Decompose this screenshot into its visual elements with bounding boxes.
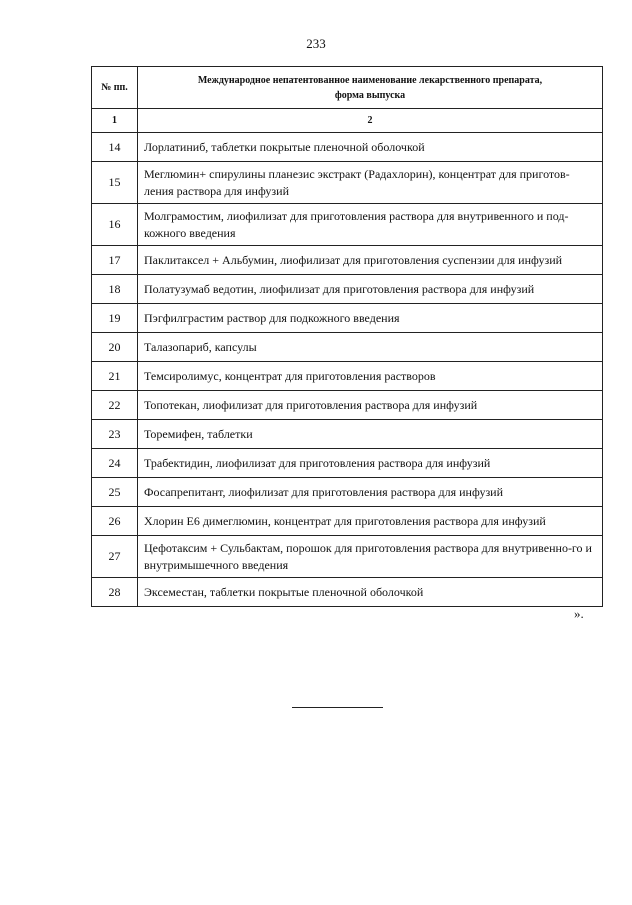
header-name-line1: Международное непатентованное наименование лекарственного препарата, [197,74,543,86]
column-index-1: 1 [92,109,138,133]
row-drug-name: Фосапрепитант, лиофилизат для приготовления раствора для инфузий [138,478,603,507]
table-header-row [92,67,603,109]
row-drug-name: Талазопариб, капсулы [138,333,603,362]
row-number: 25 [92,478,138,507]
row-number: 16 [92,204,138,246]
row-drug-name: Полатузумаб ведотин, лиофилизат для приготовления раствора для инфузий [138,275,603,304]
row-drug-name: Меглюмин+ спирулины планезис экстракт (Радахлорин), концентрат для приготов-ления раствора для инфузий [138,162,603,204]
row-drug-name: Трабектидин, лиофилизат для приготовления раствора для инфузий [138,449,603,478]
closing-quote: ». [574,606,584,621]
page-number: 233 [306,36,326,51]
table-row [92,304,603,333]
row-number: 23 [92,420,138,449]
table-row [92,507,603,536]
header-name [138,67,603,109]
row-number: 27 [92,536,138,578]
table-row [92,362,603,391]
table-row [92,333,603,362]
row-drug-name: Топотекан, лиофилизат для приготовления раствора для инфузий [138,391,603,420]
footer-divider-line [292,707,383,708]
table-row [92,133,603,162]
row-drug-name: Молграмостим, лиофилизат для приготовления раствора для внутривенного и под-кожного введения [138,204,603,246]
row-drug-name: Лорлатиниб, таблетки покрытые пленочной оболочкой [138,133,603,162]
column-index-row [92,109,603,133]
row-drug-name: Цефотаксим + Сульбактам, порошок для приготовления раствора для внутривенно-го и внутримышечного введения [138,536,603,578]
table-row [92,478,603,507]
row-drug-name: Эксеместан, таблетки покрытые пленочной оболочкой [138,578,603,607]
row-number: 21 [92,362,138,391]
row-number: 19 [92,304,138,333]
table-row [92,275,603,304]
row-drug-name: Паклитаксел + Альбумин, лиофилизат для приготовления суспензии для инфузий [138,246,603,275]
row-number: 20 [92,333,138,362]
table-row [92,449,603,478]
row-number: 26 [92,507,138,536]
drug-list-table [91,66,603,607]
table-row [92,420,603,449]
row-number: 18 [92,275,138,304]
table-row [92,536,603,578]
table-row [92,204,603,246]
header-number: № пп. [92,67,138,109]
row-number: 17 [92,246,138,275]
table-row [92,578,603,607]
table-row [92,162,603,204]
row-number: 15 [92,162,138,204]
row-drug-name: Темсиролимус, концентрат для приготовления растворов [138,362,603,391]
header-name-line2: форма выпуска [334,89,406,101]
row-drug-name: Хлорин Е6 димеглюмин, концентрат для приготовления раствора для инфузий [138,507,603,536]
column-index-2: 2 [138,109,603,133]
row-number: 28 [92,578,138,607]
row-drug-name: Пэгфилграстим раствор для подкожного введения [138,304,603,333]
table-row [92,391,603,420]
row-number: 14 [92,133,138,162]
row-number: 22 [92,391,138,420]
row-number: 24 [92,449,138,478]
row-drug-name: Торемифен, таблетки [138,420,603,449]
table-row [92,246,603,275]
